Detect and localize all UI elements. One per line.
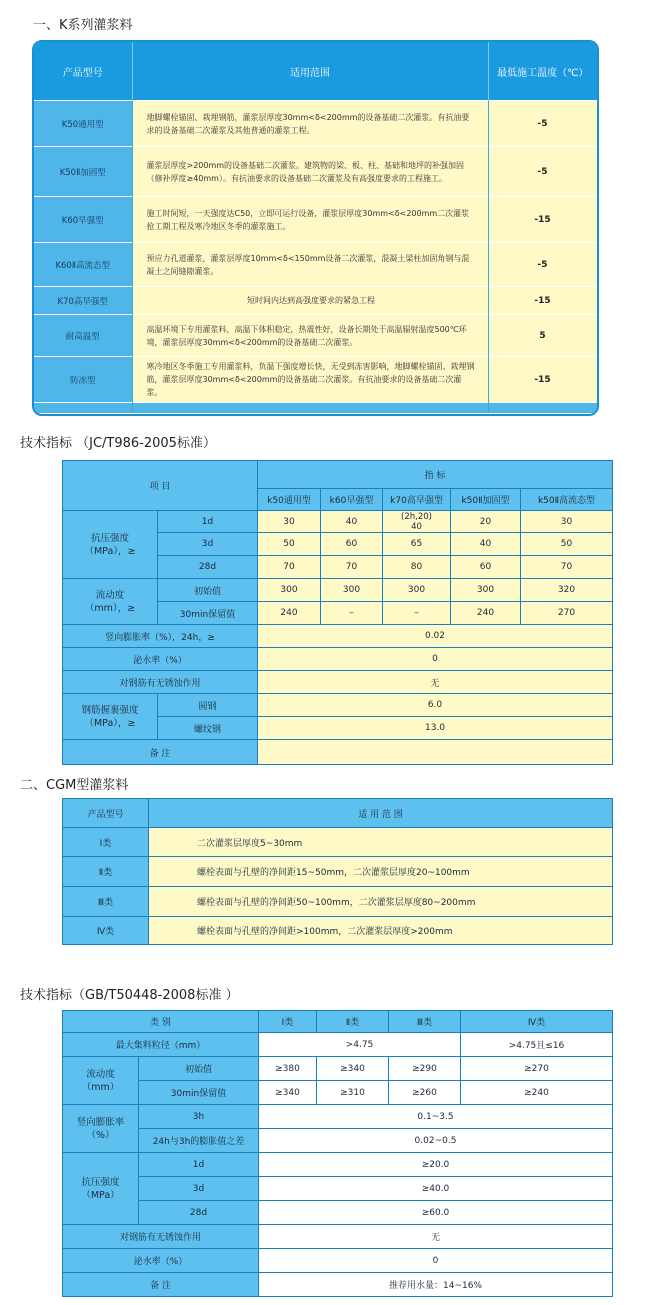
col-header: k50Ⅱ加固型 [451,489,521,511]
rust-value: 无 [259,1225,613,1249]
note-label: 备 注 [63,1273,259,1297]
value: ≥260 [389,1081,461,1105]
k-model: K50通用型 [34,101,132,147]
cgm-scope: 螺栓表面与孔壁的净间距15~50mm，二次灌浆层厚度20~100mm [149,857,613,887]
value: 70 [321,556,383,579]
value: 65 [383,533,451,556]
item-header: 项 目 [63,461,258,511]
exp-name: 24h与3h的膨胀值之差 [139,1129,259,1153]
aggregate-value: >4.75 [259,1033,461,1057]
cgm-scope: 螺栓表面与孔壁的净间距50~100mm，二次灌浆层厚度80~200mm [149,887,613,917]
k-scope: 灌浆层厚度>200mm的设备基础二次灌浆。建筑物的梁、板、柱、基础和地坪的补强加固（修补厚度≥40mm）。有抗油要求的设备基础二次灌浆及有高强度要求的工程施工。 [132,147,488,197]
value: 240 [451,602,521,625]
value: ≥340 [317,1057,389,1081]
col-header: Ⅳ类 [461,1011,613,1033]
note-value: 推荐用水量：14~16% [259,1273,613,1297]
value: ≥270 [461,1057,613,1081]
k-temp: 5 [488,315,597,357]
col-header: Ⅰ类 [259,1011,317,1033]
header-temp: 最低施工温度（℃） [488,42,597,101]
age: 28d [158,556,258,579]
header-model: 产品型号 [34,42,132,101]
k-model: K60Ⅱ高流态型 [34,243,132,287]
exp-value: 0.02~0.5 [259,1129,613,1153]
k-temp: -15 [488,287,597,315]
k-temp: -15 [488,197,597,243]
aggregate-label: 最大集料粒径（mm） [63,1033,259,1057]
value: 80 [383,556,451,579]
k-temp: -5 [488,101,597,147]
category-header: 类 别 [63,1011,259,1033]
grip-value: 13.0 [258,717,613,740]
grip-name: 螺纹钢 [158,717,258,740]
header-model: 产品型号 [63,799,149,828]
value: 300 [321,579,383,602]
cgm-model: Ⅲ类 [63,887,149,917]
index-header: 指 标 [258,461,613,489]
exp-name: 3h [139,1105,259,1129]
expansion-label: 竖向膨胀率（%） [63,1105,139,1153]
flow-name: 初始值 [158,579,258,602]
col-header: k50通用型 [258,489,321,511]
value: ≥380 [259,1057,317,1081]
comp-name: 1d [139,1153,259,1177]
k-series-table [32,40,599,416]
value: ≥340 [259,1081,317,1105]
comp-name: 3d [139,1177,259,1201]
section1-heading: 一、K系列灌浆料 [33,18,133,33]
header-scope: 适 用 范 围 [149,799,613,828]
cgm-model: Ⅰ类 [63,828,149,857]
comp-name: 28d [139,1201,259,1225]
value: (2h,20) 40 [383,511,451,533]
value: 40 [321,511,383,533]
value: 300 [258,579,321,602]
flow-name: 30min保留值 [158,602,258,625]
tech2-heading: 技术指标（GB/T50448-2008标准 ） [20,988,239,1003]
k-temp: -5 [488,243,597,287]
value: ≥240 [461,1081,613,1105]
k-scope: 短时间内达到高强度要求的紧急工程 [132,287,488,315]
exp-value: 0.1~3.5 [259,1105,613,1129]
k-model: 耐高温型 [34,315,132,357]
age: 3d [158,533,258,556]
note-label: 备 注 [63,740,258,765]
value: ≥310 [317,1081,389,1105]
k-model: K50Ⅱ加固型 [34,147,132,197]
bleed-value: 0 [259,1249,613,1273]
tech2-table [62,1010,613,1297]
comp-value: ≥40.0 [259,1177,613,1201]
k-model: K60早强型 [34,197,132,243]
value: 50 [521,533,613,556]
value: 60 [451,556,521,579]
bleed-value: 0 [258,648,613,671]
grip-name: 圆钢 [158,694,258,717]
col-header: Ⅲ类 [389,1011,461,1033]
k-temp: -5 [488,147,597,197]
value: 20 [451,511,521,533]
value: – [321,602,383,625]
tech1-heading: 技术指标 （JC/T986-2005标准） [20,436,216,451]
col-header: k70高早强型 [383,489,451,511]
rust-value: 无 [258,671,613,694]
k-scope: 施工时间短，一天强度达C50，立即可运行设备，灌浆层厚度30mm<δ<200mm二次灌浆抢工期工程及寒冷地区冬季的灌浆施工。 [132,197,488,243]
value: 300 [451,579,521,602]
grip-value: 6.0 [258,694,613,717]
col-header: k60早强型 [321,489,383,511]
compressive-label: 抗压强度（MPa） [63,1153,139,1225]
rust-label: 对钢筋有无锈蚀作用 [63,1225,259,1249]
k-temp: -15 [488,357,597,403]
grip-label: 钢筋握裹强度（MPa），≥ [63,694,158,740]
value: 50 [258,533,321,556]
k-model: K70高早强型 [34,287,132,315]
value: 300 [383,579,451,602]
cgm-model: Ⅱ类 [63,857,149,887]
value: ≥290 [389,1057,461,1081]
cgm-table [62,798,613,945]
aggregate-value: >4.75且≤16 [461,1033,613,1057]
comp-value: ≥20.0 [259,1153,613,1177]
cgm-model: Ⅳ类 [63,917,149,945]
age: 1d [158,511,258,533]
cgm-scope: 二次灌浆层厚度5~30mm [149,828,613,857]
col-header: Ⅱ类 [317,1011,389,1033]
expansion-value: 0.02 [258,625,613,648]
value: – [383,602,451,625]
flow-name: 初始值 [139,1057,259,1081]
value: 320 [521,579,613,602]
col-header: k50Ⅱ高流态型 [521,489,613,511]
value: 240 [258,602,321,625]
k-scope: 高温环境下专用灌浆料，高温下体积稳定，热震性好，设备长期处于高温辐射温度500℃环境，灌浆层厚度30mm<δ<200mm的设备基础二次灌浆。 [132,315,488,357]
tech1-table [62,460,613,765]
flow-label: 流动度（mm） [63,1057,139,1105]
note-value [258,740,613,765]
header-scope: 适用范围 [132,42,488,101]
value: 70 [521,556,613,579]
k-scope: 预应力孔道灌浆，灌浆层厚度10mm<δ<150mm设备二次灌浆，混凝土梁柱加固角钢与混凝土之间缝隙灌浆。 [132,243,488,287]
value: 270 [521,602,613,625]
cgm-scope: 螺栓表面与孔壁的净间距>100mm，二次灌浆层厚度>200mm [149,917,613,945]
flow-name: 30min保留值 [139,1081,259,1105]
k-scope: 寒冷地区冬季施工专用灌浆料，负温下强度增长快，无受到冻害影响，地脚螺栓锚固、栽埋钢筋，灌浆层厚度30mm<δ<200mm的设备基础二次灌浆。有抗油要求的设备基础二次灌浆。 [132,357,488,403]
value: 30 [521,511,613,533]
k-scope: 地脚螺栓锚固、栽埋钢筋，灌浆层厚度30mm<δ<200mm的设备基础二次灌浆。有抗油要求的设备基础二次灌浆及其他普通的灌浆工程。 [132,101,488,147]
bleed-label: 泌水率（%） [63,1249,259,1273]
flow-label: 流动度（mm），≥ [63,579,158,625]
comp-value: ≥60.0 [259,1201,613,1225]
value: 30 [258,511,321,533]
section2-heading: 二、CGM型灌浆料 [20,778,129,793]
value: 60 [321,533,383,556]
compressive-label: 抗压强度（MPa），≥ [63,511,158,579]
expansion-label: 竖向膨胀率（%），24h，≥ [63,625,258,648]
rust-label: 对钢筋有无锈蚀作用 [63,671,258,694]
value: 40 [451,533,521,556]
bleed-label: 泌水率（%） [63,648,258,671]
k-model: 防冻型 [34,357,132,403]
value: 70 [258,556,321,579]
